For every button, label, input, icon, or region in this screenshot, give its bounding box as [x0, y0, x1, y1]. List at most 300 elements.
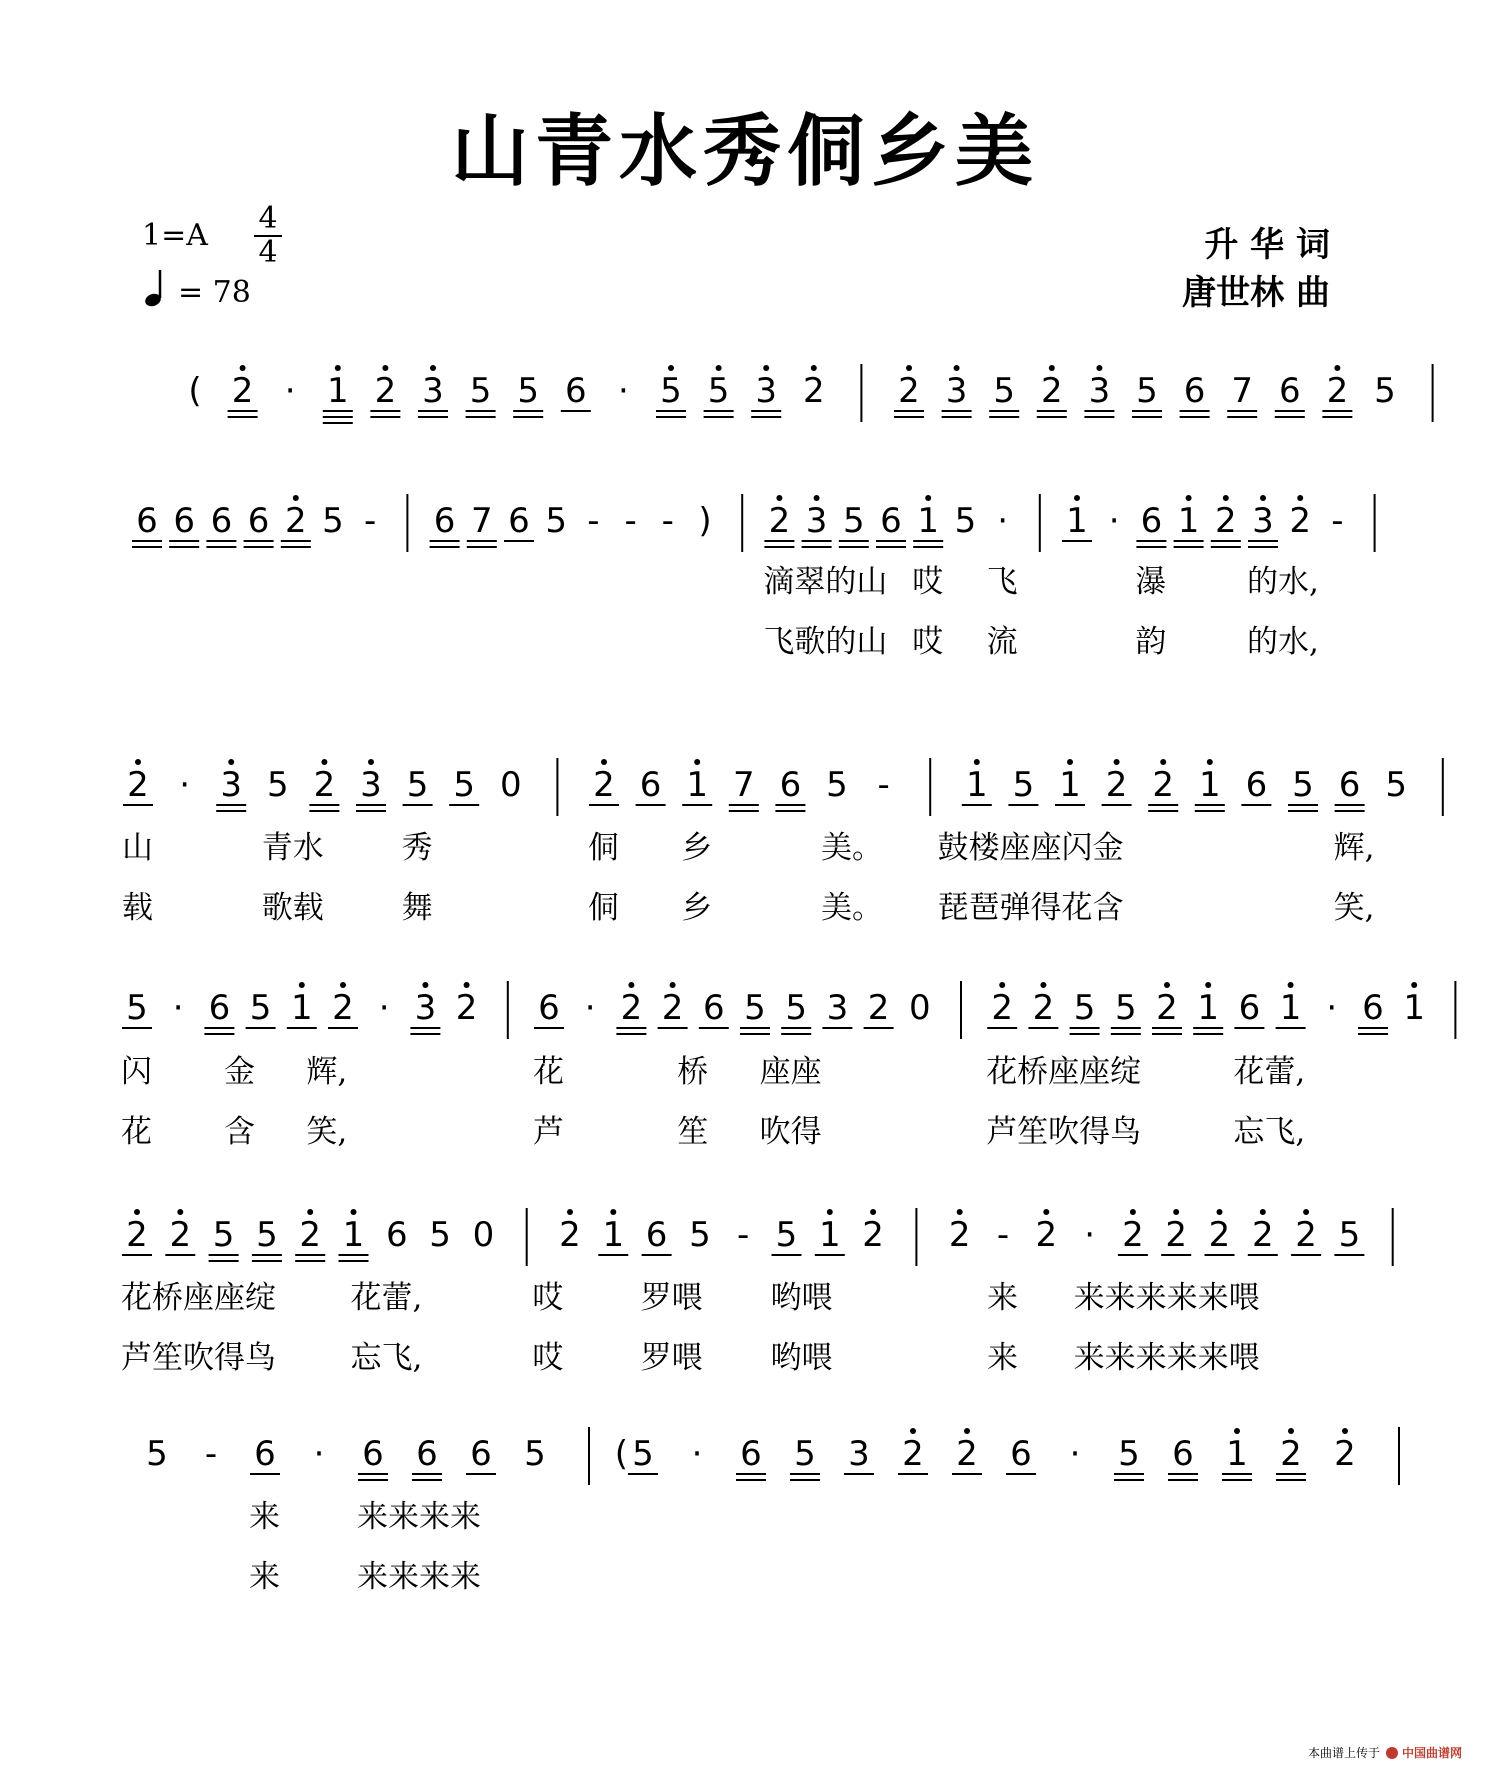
- extension-dash: -: [661, 501, 674, 541]
- note-digit: 5: [1385, 765, 1408, 805]
- note-digit: 6: [247, 501, 270, 541]
- octave-dot: [999, 982, 1005, 988]
- lyric-syllable: 青水: [261, 830, 324, 866]
- note-digit: 6: [1338, 765, 1361, 805]
- lyric-syllable: 花桥座座绽: [986, 1054, 1142, 1090]
- note-digit: 1: [1198, 765, 1221, 805]
- note-digit: 5: [453, 765, 476, 805]
- octave-dot: [1334, 365, 1340, 371]
- note-digit: 5: [406, 765, 429, 805]
- note-digit: 2: [898, 371, 920, 411]
- repeat-parenthesis: (: [188, 371, 202, 411]
- octave-dot: [1173, 1209, 1179, 1215]
- note-digit: 5: [146, 1434, 168, 1474]
- note-digit: 7: [470, 501, 493, 541]
- octave-dot: [228, 759, 234, 765]
- note-digit: 6: [1362, 988, 1384, 1028]
- note-digit: 2: [1280, 1434, 1302, 1474]
- lyric-syllable: 哟喂: [770, 1340, 833, 1376]
- lyric-syllable: 花蕾,: [350, 1280, 423, 1316]
- note-digit: 2: [1208, 1215, 1231, 1255]
- octave-dot: [293, 495, 299, 501]
- note-digit: 2: [1326, 371, 1349, 411]
- octave-dot: [1043, 1209, 1049, 1215]
- note-digit: 6: [1278, 371, 1301, 411]
- extension-dash: -: [624, 501, 637, 541]
- note-digit: 5: [524, 1434, 546, 1474]
- lyric-syllable: 山: [122, 830, 153, 866]
- score-system-5: [146, 1427, 1405, 1595]
- lyric-syllable: 秀: [401, 830, 433, 866]
- octave-dot: [382, 365, 388, 371]
- note-digit: 2: [991, 988, 1014, 1028]
- octave-dot: [1303, 1209, 1309, 1215]
- lyric-syllable: 吹得: [759, 1114, 822, 1150]
- note-digit: 2: [284, 501, 307, 541]
- lyric-syllable: 瀑: [1135, 564, 1167, 600]
- octave-dot: [307, 1209, 313, 1215]
- note-digit: 2: [956, 1434, 978, 1474]
- composer-credit: 唐世林 曲: [1182, 273, 1330, 313]
- note-digit: 5: [744, 988, 766, 1028]
- octave-dot: [610, 1209, 616, 1215]
- note-digit: 1: [326, 371, 349, 411]
- dotted-rhythm-dot: ·: [1084, 1215, 1096, 1255]
- note-digit: 6: [416, 1434, 438, 1474]
- lyric-syllable: 花蕾,: [1233, 1054, 1306, 1090]
- octave-dot: [906, 365, 912, 371]
- octave-dot: [925, 495, 931, 501]
- note-digit: 5: [1114, 988, 1137, 1028]
- note-digit: 2: [1251, 1215, 1274, 1255]
- lyric-syllable: 忘飞,: [350, 1340, 423, 1376]
- octave-dot: [135, 759, 141, 765]
- octave-dot: [1288, 982, 1294, 988]
- lyric-syllable: 来: [987, 1280, 1018, 1316]
- note-digit: 2: [768, 501, 791, 541]
- score-system-3: [121, 981, 1461, 1150]
- dotted-rhythm-dot: ·: [378, 988, 390, 1028]
- note-digit: 6: [1245, 765, 1268, 805]
- quarter-note-icon: [143, 270, 162, 308]
- note-digit: 5: [256, 1215, 278, 1255]
- note-digit: 5: [632, 1434, 654, 1474]
- lyric-syllable: 哎: [912, 564, 944, 600]
- note-digit: 1: [1279, 988, 1302, 1028]
- note-digit: 1: [1226, 1434, 1248, 1474]
- tempo-marking: = 78: [178, 275, 251, 310]
- octave-dot: [763, 365, 769, 371]
- note-digit: 1: [1403, 988, 1426, 1028]
- lyric-syllable: 哎: [532, 1280, 564, 1316]
- note-digit: 2: [1289, 501, 1312, 541]
- lyric-syllable: 哟喂: [770, 1280, 833, 1316]
- lyric-syllable: 飞: [986, 564, 1018, 600]
- note-digit: 2: [127, 765, 149, 805]
- lyric-syllable: 美。: [821, 830, 883, 866]
- lyric-syllable: 花桥座座绽: [121, 1280, 276, 1316]
- extension-dash: -: [1331, 501, 1344, 541]
- score-system-4: [121, 1208, 1398, 1376]
- lyric-syllable: 含: [224, 1114, 255, 1150]
- octave-dot: [351, 1209, 357, 1215]
- note-digit: 6: [136, 501, 158, 541]
- note-digit: 6: [470, 1434, 492, 1474]
- octave-dot: [601, 759, 607, 765]
- lyric-syllable: 来: [249, 1499, 280, 1535]
- note-digit: 2: [661, 988, 684, 1028]
- lyric-syllable: 座座: [759, 1054, 822, 1090]
- site-logo-text: 中国曲谱网: [1402, 1746, 1463, 1760]
- note-digit: 3: [945, 371, 968, 411]
- lyric-syllable: 笙: [677, 1114, 709, 1150]
- octave-dot: [422, 982, 428, 988]
- note-digit: 3: [414, 988, 437, 1028]
- note-digit: 5: [785, 988, 808, 1028]
- note-digit: 2: [1152, 765, 1175, 805]
- note-digit: 5: [1118, 1434, 1140, 1474]
- note-digit: 6: [208, 988, 231, 1028]
- note-digit: 3: [360, 765, 382, 805]
- lyric-syllable: 流: [986, 624, 1018, 660]
- dotted-rhythm-dot: ·: [179, 765, 191, 805]
- octave-dot: [1260, 1209, 1266, 1215]
- note-digit: 2: [559, 1215, 581, 1255]
- note-digit: 6: [433, 501, 456, 541]
- note-digit: 5: [212, 1215, 235, 1255]
- note-digit: 1: [290, 988, 313, 1028]
- note-digit: 5: [469, 371, 492, 411]
- lyric-syllable: 歌载: [261, 890, 324, 926]
- note-digit: 3: [805, 501, 828, 541]
- note-digit: 2: [1214, 501, 1237, 541]
- note-digit: 6: [1238, 988, 1261, 1028]
- note-digit: 2: [1105, 765, 1128, 805]
- octave-dot: [1186, 495, 1192, 501]
- time-signature-numerator: 4: [258, 201, 278, 236]
- lyric-syllable: 滴翠的山: [763, 564, 888, 600]
- extension-dash: -: [364, 501, 377, 541]
- score-system-2: [122, 758, 1449, 926]
- lyric-syllable: 载: [122, 890, 153, 926]
- lyric-syllable: 桥: [677, 1054, 709, 1090]
- lyric-syllable: 来: [987, 1340, 1018, 1376]
- octave-dot: [1040, 982, 1046, 988]
- note-digit: 2: [1040, 371, 1063, 411]
- note-digit: 5: [707, 371, 730, 411]
- octave-dot: [340, 982, 346, 988]
- octave-dot: [964, 1428, 970, 1434]
- lyric-syllable: 侗: [588, 890, 619, 926]
- note-digit: 3: [1252, 501, 1274, 541]
- note-digit: 6: [508, 501, 530, 541]
- note-digit: 6: [385, 1215, 408, 1255]
- note-digit: 3: [220, 765, 243, 805]
- lyric-syllable: 飞歌的山: [763, 624, 888, 660]
- lyric-syllable: 韵: [1135, 624, 1167, 660]
- note-digit: 2: [593, 765, 615, 805]
- lyric-syllable: 哎: [912, 624, 944, 660]
- note-digit: 2: [374, 371, 397, 411]
- lyric-syllable: 忘飞,: [1233, 1114, 1306, 1150]
- lyric-syllable: 芦笙吹得鸟: [986, 1114, 1142, 1150]
- octave-dot: [1067, 759, 1073, 765]
- octave-dot: [134, 1209, 140, 1215]
- score-system-1: [132, 494, 1380, 660]
- dotted-rhythm-dot: ·: [1326, 988, 1338, 1028]
- note-digit: 5: [517, 371, 540, 411]
- note-digit: 6: [702, 988, 725, 1028]
- octave-dot: [694, 759, 700, 765]
- note-digit: 0: [499, 765, 522, 805]
- note-digit: 0: [908, 988, 931, 1028]
- note-digit: 2: [802, 371, 825, 411]
- octave-dot: [1160, 759, 1166, 765]
- octave-dot: [567, 1209, 573, 1215]
- lyric-syllable: 侗: [588, 830, 619, 866]
- octave-dot: [1260, 495, 1266, 501]
- lyric-syllable: 来来来来: [357, 1559, 481, 1595]
- note-digit: 3: [848, 1434, 870, 1474]
- note-digit: 1: [1059, 765, 1081, 805]
- note-digit: 2: [313, 765, 336, 805]
- octave-dot: [299, 982, 305, 988]
- note-digit: 6: [538, 988, 560, 1028]
- lyric-syllable: 花: [121, 1114, 152, 1150]
- note-digit: 5: [266, 765, 289, 805]
- dotted-rhythm-dot: ·: [284, 371, 296, 411]
- octave-dot: [1114, 759, 1120, 765]
- note-digit: 6: [1140, 501, 1163, 541]
- lyric-syllable: 鼓楼座座闪金: [937, 830, 1124, 866]
- note-digit: 6: [639, 765, 662, 805]
- note-digit: 5: [954, 501, 977, 541]
- note-digit: 3: [826, 988, 849, 1028]
- octave-dot: [814, 495, 820, 501]
- lyric-syllable: 来: [249, 1559, 280, 1595]
- note-digit: 2: [1334, 1434, 1356, 1474]
- note-digit: 6: [173, 501, 196, 541]
- lyric-syllable: 舞: [401, 890, 433, 926]
- dotted-rhythm-dot: ·: [584, 988, 596, 1028]
- key-signature: 1=A: [142, 218, 208, 253]
- note-digit: 1: [1197, 988, 1220, 1028]
- octave-dot: [1207, 759, 1213, 765]
- note-digit: 7: [1231, 371, 1254, 411]
- note-digit: 5: [660, 371, 682, 411]
- note-digit: 1: [818, 1215, 841, 1255]
- lyric-syllable: 来来来来: [357, 1499, 481, 1535]
- octave-dot: [1164, 982, 1170, 988]
- lyric-syllable: 哎: [532, 1340, 564, 1376]
- dotted-rhythm-dot: ·: [313, 1434, 325, 1474]
- note-digit: 2: [1032, 988, 1055, 1028]
- note-digit: 3: [422, 371, 444, 411]
- lyric-syllable: 琵琶弹得花含: [937, 890, 1124, 926]
- lyric-syllable: 美。: [821, 890, 883, 926]
- lyric-syllable: 辉,: [1333, 830, 1375, 866]
- note-digit: 2: [299, 1215, 322, 1255]
- octave-dot: [870, 1209, 876, 1215]
- lyric-syllable: 芦: [533, 1114, 564, 1150]
- lyric-syllable: 笑,: [306, 1114, 348, 1150]
- note-digit: 2: [455, 988, 478, 1028]
- note-digit: 5: [1136, 371, 1158, 411]
- footer-text: 本曲谱上传于: [1307, 1746, 1380, 1760]
- octave-dot: [811, 365, 817, 371]
- note-digit: 5: [1338, 1215, 1361, 1255]
- note-digit: 3: [1088, 371, 1111, 411]
- dotted-rhythm-dot: ·: [172, 988, 184, 1028]
- note-digit: 5: [1374, 371, 1396, 411]
- lyric-syllable: 闪: [121, 1054, 152, 1090]
- note-digit: 6: [564, 371, 587, 411]
- note-digit: 6: [1172, 1434, 1194, 1474]
- note-digit: 5: [689, 1215, 711, 1255]
- note-digit: 5: [249, 988, 272, 1028]
- note-digit: 7: [732, 765, 755, 805]
- lyric-syllable: 来来来来来喂: [1073, 1340, 1260, 1376]
- repeat-parenthesis: (: [614, 1434, 629, 1474]
- dotted-rhythm-dot: ·: [617, 371, 629, 411]
- note-digit: 6: [779, 765, 802, 805]
- octave-dot: [910, 1428, 916, 1434]
- lyric-syllable: 笑,: [1333, 890, 1375, 926]
- octave-dot: [1049, 365, 1055, 371]
- octave-dot: [716, 365, 722, 371]
- octave-dot: [776, 495, 782, 501]
- extension-dash: -: [737, 1215, 750, 1255]
- note-digit: 6: [880, 501, 902, 541]
- note-digit: 2: [620, 988, 643, 1028]
- octave-dot: [1297, 495, 1303, 501]
- note-digit: 6: [1183, 371, 1206, 411]
- octave-dot: [974, 759, 980, 765]
- dotted-rhythm-dot: ·: [1108, 501, 1120, 541]
- octave-dot: [368, 759, 374, 765]
- octave-dot: [1288, 1428, 1294, 1434]
- note-digit: 2: [332, 988, 354, 1028]
- lyric-syllable: 金: [224, 1054, 255, 1090]
- note-digit: 6: [254, 1434, 276, 1474]
- note-digit: 6: [362, 1434, 384, 1474]
- page-footer: [1308, 1745, 1462, 1760]
- octave-dot: [177, 1209, 183, 1215]
- note-digit: 5: [775, 1215, 798, 1255]
- octave-dot: [1234, 1428, 1240, 1434]
- note-digit: 5: [1012, 765, 1035, 805]
- note-digit: 2: [1035, 1215, 1058, 1255]
- extension-dash: -: [587, 501, 600, 541]
- lyric-syllable: 的水,: [1247, 624, 1319, 660]
- note-digit: 2: [948, 1215, 971, 1255]
- note-digit: 1: [917, 501, 940, 541]
- dotted-rhythm-dot: ·: [691, 1434, 703, 1474]
- octave-dot: [1223, 495, 1229, 501]
- note-digit: 5: [794, 1434, 816, 1474]
- octave-dot: [1342, 1428, 1348, 1434]
- lyric-syllable: 的水,: [1247, 564, 1319, 600]
- song-title: 山青水秀侗乡美: [450, 107, 1040, 197]
- note-digit: 5: [1073, 988, 1096, 1028]
- note-digit: 2: [1122, 1215, 1144, 1255]
- note-digit: 5: [842, 501, 865, 541]
- octave-dot: [670, 982, 676, 988]
- octave-dot: [954, 365, 960, 371]
- note-digit: 1: [965, 765, 988, 805]
- note-digit: 1: [686, 765, 709, 805]
- lyric-syllable: 罗喂: [640, 1340, 703, 1376]
- note-digit: 6: [740, 1434, 762, 1474]
- site-logo: [1386, 1745, 1462, 1760]
- octave-dot: [628, 982, 634, 988]
- lyric-syllable: 罗喂: [640, 1280, 703, 1316]
- note-digit: 1: [602, 1215, 625, 1255]
- dotted-rhythm-dot: ·: [1069, 1434, 1081, 1474]
- note-digit: 5: [429, 1215, 451, 1255]
- note-digit: 2: [867, 988, 890, 1028]
- note-digit: 1: [342, 1215, 365, 1255]
- octave-dot: [1096, 365, 1102, 371]
- lyric-syllable: 乡: [681, 890, 713, 926]
- dotted-rhythm-dot: ·: [997, 501, 1009, 541]
- lyric-syllable: 芦笙吹得鸟: [121, 1340, 276, 1376]
- note-digit: 5: [545, 501, 568, 541]
- note-digit: 2: [1156, 988, 1178, 1028]
- octave-dot: [957, 1209, 963, 1215]
- note-digit: 5: [1292, 765, 1314, 805]
- extension-dash: -: [877, 765, 890, 805]
- note-digit: 2: [902, 1434, 924, 1474]
- lyric-syllable: 花: [533, 1054, 564, 1090]
- note-digit: 5: [322, 501, 344, 541]
- octave-dot: [240, 365, 246, 371]
- octave-dot: [335, 365, 341, 371]
- note-digit: 5: [126, 988, 148, 1028]
- note-digit: 2: [1295, 1215, 1317, 1255]
- note-digit: 2: [126, 1215, 148, 1255]
- note-digit: 2: [1165, 1215, 1188, 1255]
- octave-dot: [827, 1209, 833, 1215]
- octave-dot: [1411, 982, 1417, 988]
- note-digit: 6: [645, 1215, 668, 1255]
- octave-dot: [464, 982, 470, 988]
- note-digit: 2: [169, 1215, 192, 1255]
- extension-dash: -: [204, 1434, 218, 1474]
- note-digit: 5: [993, 371, 1016, 411]
- octave-dot: [1217, 1209, 1223, 1215]
- lyric-syllable: 乡: [681, 830, 713, 866]
- repeat-parenthesis: ): [698, 501, 712, 541]
- note-digit: 0: [472, 1215, 495, 1255]
- note-digit: 3: [755, 371, 778, 411]
- note-digit: 6: [210, 501, 233, 541]
- time-signature-denominator: 4: [258, 235, 278, 270]
- octave-dot: [430, 365, 436, 371]
- lyric-syllable: 来来来来来喂: [1073, 1280, 1260, 1316]
- octave-dot: [1205, 982, 1211, 988]
- octave-dot: [321, 759, 327, 765]
- score-system-0: [188, 364, 1438, 423]
- octave-dot: [668, 365, 674, 371]
- extension-dash: -: [996, 1215, 1010, 1255]
- note-digit: 2: [231, 371, 254, 411]
- note-digit: 6: [1010, 1434, 1032, 1474]
- note-digit: 5: [826, 765, 848, 805]
- lyricist-credit: 升 华 词: [1204, 225, 1330, 265]
- octave-dot: [1130, 1209, 1136, 1215]
- octave-dot: [1074, 495, 1080, 501]
